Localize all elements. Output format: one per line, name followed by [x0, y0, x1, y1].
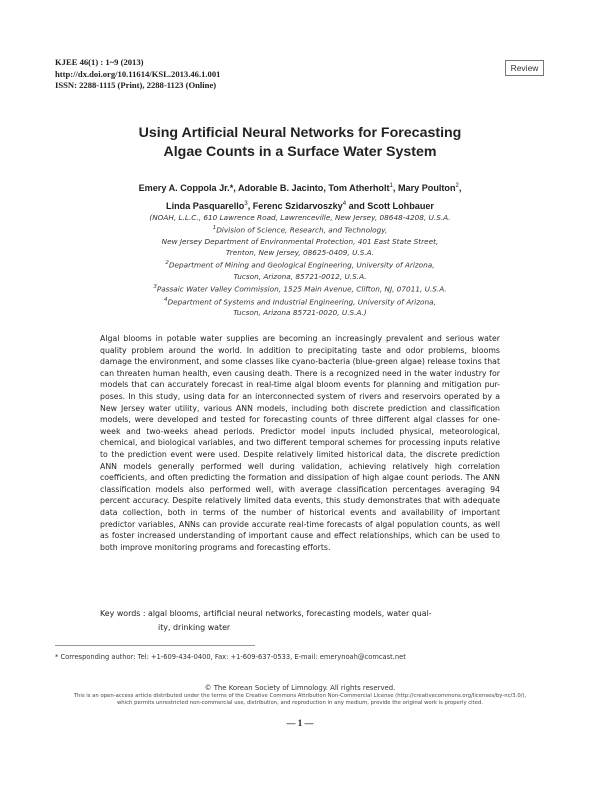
- affiliation-line: [60, 295, 540, 308]
- affiliation-marker: 4: [342, 200, 347, 207]
- affiliation-line: [60, 258, 540, 271]
- license-line-1: This is an open-access article distributed under the terms of the Creative Commons Attribution Non-Commercial License (http://creativecommons.org/licenses/by-nc/3.0/),: [73, 693, 527, 699]
- affiliation-marker: 3: [244, 200, 248, 207]
- abstract: [100, 333, 500, 553]
- affiliation-text: Department of Systems and Industrial Engineering, University of Arizona,: [167, 297, 436, 307]
- affiliation-text: Passaic Water Valley Commission, 1525 Main Avenue, Clifton, NJ, 07011, U.S.A.: [156, 284, 447, 294]
- journal-info: [55, 57, 220, 92]
- affiliation-text: Division of Science, Research, and Technology,: [216, 225, 388, 235]
- authors-text: , Ferenc Szidarvoszky: [247, 200, 343, 211]
- abstract-text: Algal blooms in potable water supplies are becoming an increasingly prevalent and serious water quality problem around the world. In addition to precipitating taste and odor problems, blooms damage the environment, and some classes like cyano-bacteria (blue-green algae) release toxins that can threaten human health, even causing death. There is a recognized need in the water industry for models that can accurately forecast in real-time algal bloom events for planning and mitigation pur-poses. In this study, using data for an interconnected system of rivers and reservoirs operated by a New Jersey water utility, various ANN models, including both discrete prediction and classification models, were developed and tested for forecasting counts of three different algal classes for one-week and two-weeks ahead periods. Predictor model inputs included physical, meteorological, chemical, and biological variables, and two different temporal schemes for processing inputs relative to the prediction event were used. Despite relatively limited historical data, the discrete prediction ANN models generally performed well during validation, achieving relatively high correlation coefficients, and often predicting the formation and dissipation of high algae count periods. The ANN classification models also performed well, with average classification percentages averaging 94 percent accuracy. Despite relatively limited data events, this study demonstrates that with adequate data collection, both in terms of the number of historical events and availability of important predictor variables, ANNs can provide accurate real-time forecasts of algal population counts, as well as foster increased understanding of important cause and effect relationships, which can be used to both improve monitoring programs and forecasting efforts.: [100, 334, 500, 552]
- license-notice: [40, 693, 560, 708]
- affiliation-marker: 4: [164, 296, 168, 303]
- affiliation-4: [60, 295, 540, 319]
- affiliation-line: [60, 282, 540, 295]
- author-list: [60, 179, 540, 214]
- affiliation-marker: 3: [153, 284, 157, 291]
- affiliation-line: [60, 223, 540, 236]
- authors-text: Emery A. Coppola Jr.*, Adorable B. Jacinto, Tom Atherholt: [138, 183, 390, 194]
- affiliation-line: Tucson, Arizona, 85721-0012, U.S.A.: [233, 271, 367, 281]
- authors-line-1: [60, 179, 540, 197]
- review-badge: Review: [505, 60, 544, 76]
- affiliation-2: [60, 258, 540, 282]
- affiliation-text: Department of Mining and Geological Engineering, University of Arizona,: [168, 260, 435, 270]
- affiliation-line: Trenton, New Jersey, 08625-0409, U.S.A.: [225, 248, 375, 258]
- doi-link[interactable]: http://dx.doi.org/10.11614/KSL.2013.46.1.001: [55, 68, 221, 79]
- keywords: [100, 607, 500, 634]
- license-line-2: which permits unrestricted non-commercial use, distribution, and reproduction in any medium, provide the original work is properly cited.: [116, 700, 484, 707]
- keywords-line-2: ity, drinking water: [158, 622, 231, 632]
- corresponding-author-footnote: * Corresponding author: Tel: +1-609-434-0400, Fax: +1-609-637-0533, E-mail: emerynoah@comcast.net: [55, 653, 406, 661]
- keywords-text: algal blooms, artificial neural networks, forecasting models, water qual-: [148, 609, 432, 618]
- affiliation-marker: 2: [165, 260, 169, 267]
- affiliation-line: Tucson, Arizona 85721-0020, U.S.A.): [233, 308, 367, 318]
- title-line-2: Algae Counts in a Surface Water System: [163, 144, 437, 160]
- affiliations: [60, 212, 540, 319]
- affiliation-1: [60, 223, 540, 258]
- issn: ISSN: 2288-1115 (Print), 2288-1123 (Online): [55, 80, 217, 90]
- copyright-notice: © The Korean Society of Limnology. All rights reserved.: [204, 684, 396, 692]
- affiliation-marker: 1: [212, 225, 217, 232]
- footnote-divider: [55, 645, 255, 646]
- paper-title: [60, 124, 540, 162]
- affiliation-3: [60, 282, 540, 295]
- affiliation-line: New Jersey Department of Environmental Protection, 401 East State Street,: [161, 236, 439, 246]
- affiliation-marker: 1: [389, 183, 393, 189]
- authors-text: ,: [458, 183, 462, 194]
- authors-text: Linda Pasquarello: [166, 200, 245, 211]
- authors-text: and Scott Lohbauer: [346, 200, 434, 211]
- affiliation-marker: 2: [455, 183, 459, 189]
- journal-citation: KJEE 46(1) : 1~9 (2013): [55, 57, 144, 67]
- keywords-line-1: [100, 607, 500, 621]
- title-line-1: Using Artificial Neural Networks for Forecasting: [138, 125, 462, 141]
- affiliation-main: (NOAH, L.L.C., 610 Lawrence Road, Lawrenceville, New Jersey, 08648-4208, U.S.A.: [149, 213, 451, 222]
- keywords-label: Key words :: [100, 609, 148, 618]
- authors-text: , Mary Poulton: [392, 183, 456, 194]
- page-number: — 1 —: [286, 718, 314, 728]
